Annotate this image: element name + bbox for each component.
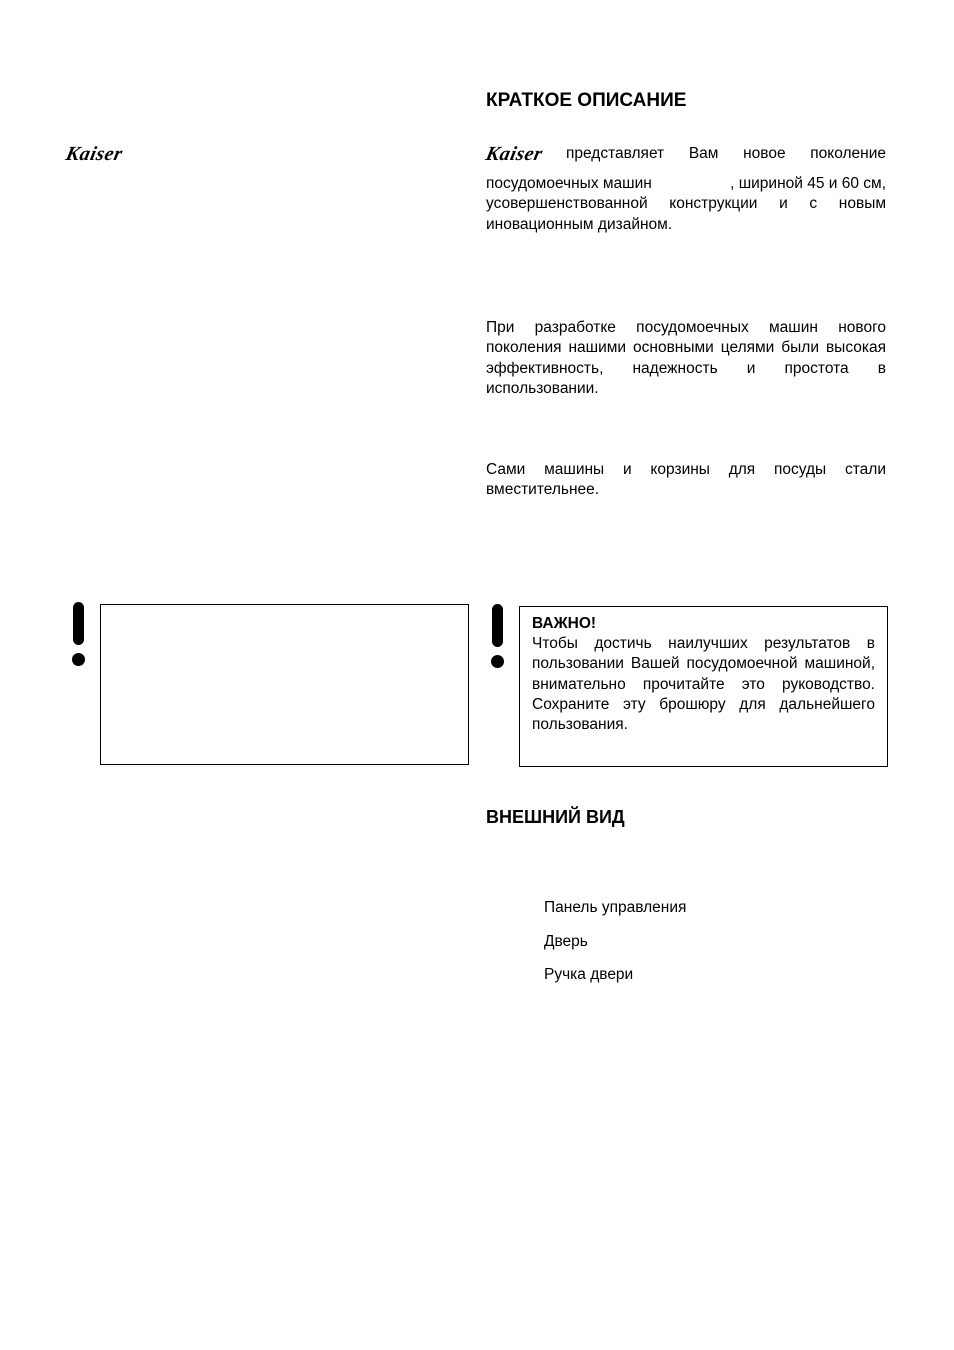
part-item-door-handle: Ручка двери (544, 966, 634, 983)
intro-line-4: иновационным дизайном. (486, 215, 673, 233)
brand-logo-inline: Kaiser (483, 143, 545, 165)
important-notice-text: Чтобы достичь наилучших результатов в пользовании Вашей посудомоечной машиной, внимательно прочитайте это руководство. Сохраните эту брошюру для дальнейшего пользования. (532, 635, 875, 734)
paragraph-design-goals: При разработке посудомоечных машин нового поколения нашими основными целями были высокая эффективность, надежность и простота в использовании. (486, 319, 886, 397)
section-title-summary: КРАТКОЕ ОПИСАНИЕ (486, 90, 687, 111)
part-item-door: Дверь (544, 933, 588, 950)
paragraph-capacity: Сами машины и корзины для посуды стали вместительнее. (486, 461, 886, 499)
intro-line-2-left: посудомоечных машин (486, 175, 652, 192)
exclamation-icon-left (72, 602, 85, 666)
section-title-appearance: ВНЕШНИЙ ВИД (486, 807, 625, 827)
intro-line-1: представляет Вам новое поколение (566, 145, 886, 162)
exclamation-icon-right (491, 604, 504, 668)
notice-box-left (100, 604, 469, 765)
part-item-control-panel: Панель управления (544, 899, 687, 916)
intro-paragraph (486, 174, 886, 235)
intro-line-2 (486, 174, 886, 194)
intro-line-2-right: , шириной 45 и 60 см, (730, 175, 886, 192)
intro-line-3: усовершенствованной конструкции и с новым (486, 195, 886, 213)
brand-logo-left: Kaiser (63, 143, 125, 165)
important-notice-title: ВАЖНО! (532, 615, 597, 632)
important-notice-box (519, 606, 888, 767)
